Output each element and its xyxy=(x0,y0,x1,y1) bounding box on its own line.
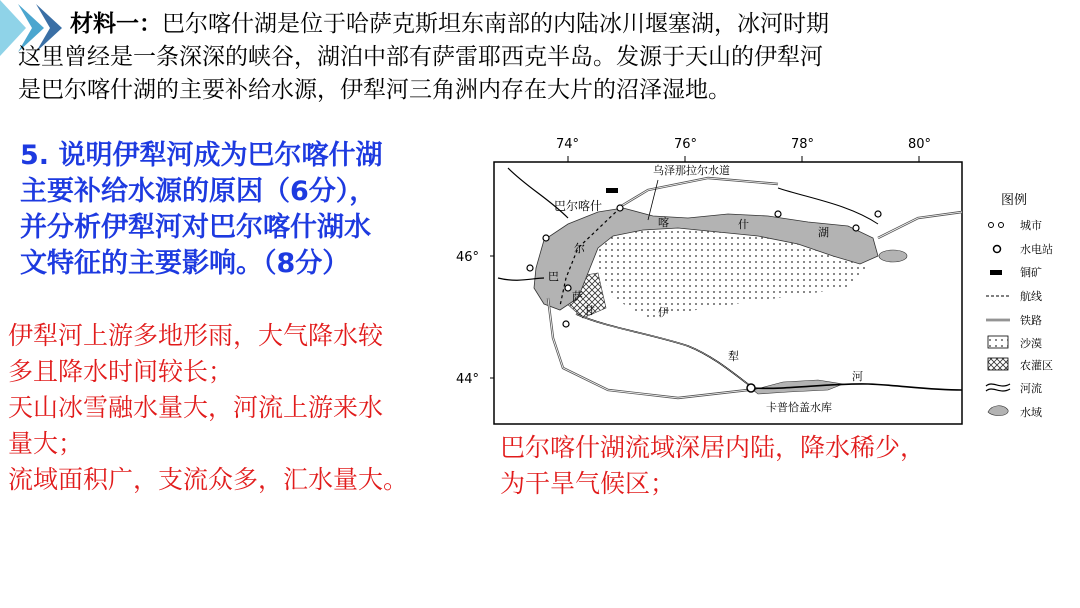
city-marker xyxy=(617,205,623,211)
city-marker xyxy=(527,265,533,271)
answer-line-4: 量大； xyxy=(8,429,84,458)
map-legend xyxy=(986,193,1053,419)
lon-label-74: 74° xyxy=(556,137,580,152)
question-line-1: 5. 说明伊犁河成为巴尔喀什湖 xyxy=(20,140,383,171)
lake-char-2: 尔 xyxy=(574,242,585,255)
lon-label-76: 76° xyxy=(674,137,698,152)
legend-river: 河流 xyxy=(1020,382,1042,395)
lon-label-78: 78° xyxy=(791,137,815,152)
river-char-1: 伊 xyxy=(658,306,669,319)
legend-desert: 沙漠 xyxy=(1020,337,1042,350)
legend-water: 水域 xyxy=(1020,406,1042,419)
material-line-2: 这里曾经是一条深深的峡谷，湖泊中部有萨雷耶西克半岛。发源于天山的伊犁河 xyxy=(18,44,823,70)
answer-left xyxy=(8,318,498,498)
delta-char-2: 甘 xyxy=(584,304,595,317)
legend-railway: 铁路 xyxy=(1020,314,1042,327)
small-lake xyxy=(879,250,907,262)
city-marker xyxy=(563,321,569,327)
city-marker xyxy=(565,285,571,291)
question-text xyxy=(20,138,490,282)
question-line-3: 并分析伊犁河对巴尔喀什湖水 xyxy=(20,212,371,243)
city-marker xyxy=(543,235,549,241)
river-char-2: 犁 xyxy=(728,350,739,363)
legend-title: 图例 xyxy=(1001,193,1028,208)
answer-right-line-1: 巴尔喀什湖流域深居内陆，降水稀少， xyxy=(500,433,926,462)
lon-label-80: 80° xyxy=(908,137,932,152)
material-line-1: 材料一：巴尔喀什湖是位于哈萨克斯坦东南部的内陆冰川堰塞湖，冰河时期 xyxy=(70,11,829,37)
legend-irrigated: 农灌区 xyxy=(1020,359,1053,372)
hydropower-station-marker xyxy=(747,384,755,392)
city-marker xyxy=(853,225,859,231)
city-marker xyxy=(875,211,881,217)
lake-char-1: 巴 xyxy=(548,270,559,283)
lat-label-46: 46° xyxy=(456,250,480,265)
city-label-balkhash: 巴尔喀什 xyxy=(554,199,603,213)
answer-line-5: 流域面积广，支流众多，汇水量大。 xyxy=(8,465,409,494)
answer-right-line-2: 为干旱气候区； xyxy=(500,469,676,498)
lat-label-44: 44° xyxy=(456,372,480,387)
material-label: 材料一： xyxy=(70,11,162,37)
answer-line-1: 伊犁河上游多地形雨，大气降水较 xyxy=(8,321,384,350)
answer-line-2: 多且降水时间较长； xyxy=(8,357,234,386)
question-line-2: 主要补给水源的原因（6分）， xyxy=(20,176,377,207)
answer-line-3: 天山冰雪融水量大，河流上游来水 xyxy=(8,393,384,422)
question-line-4: 文特征的主要影响。（8分） xyxy=(20,248,350,279)
delta-char-1: 萨 xyxy=(572,290,583,303)
legend-copper: 铜矿 xyxy=(1020,266,1042,279)
lake-balkhash-map xyxy=(448,128,1080,428)
canal-label: 乌泽那拉尔水道 xyxy=(653,164,730,177)
answer-right xyxy=(500,430,1060,502)
material-line-3: 是巴尔喀什湖的主要补给水源，伊犁河三角洲内存在大片的沼泽湿地。 xyxy=(18,77,731,103)
legend-city: 城市 xyxy=(1020,219,1042,232)
reservoir-label: 卡普恰盖水库 xyxy=(766,401,832,414)
legend-route: 航线 xyxy=(1020,290,1042,303)
lake-char-4: 什 xyxy=(738,218,749,231)
lake-char-5: 湖 xyxy=(818,226,829,239)
legend-hydropower: 水电站 xyxy=(1020,243,1053,256)
lake-char-3: 喀 xyxy=(658,216,669,229)
copper-mine-marker xyxy=(606,188,618,193)
city-marker xyxy=(775,211,781,217)
material-text xyxy=(18,8,1078,107)
river-char-3: 河 xyxy=(852,370,863,383)
